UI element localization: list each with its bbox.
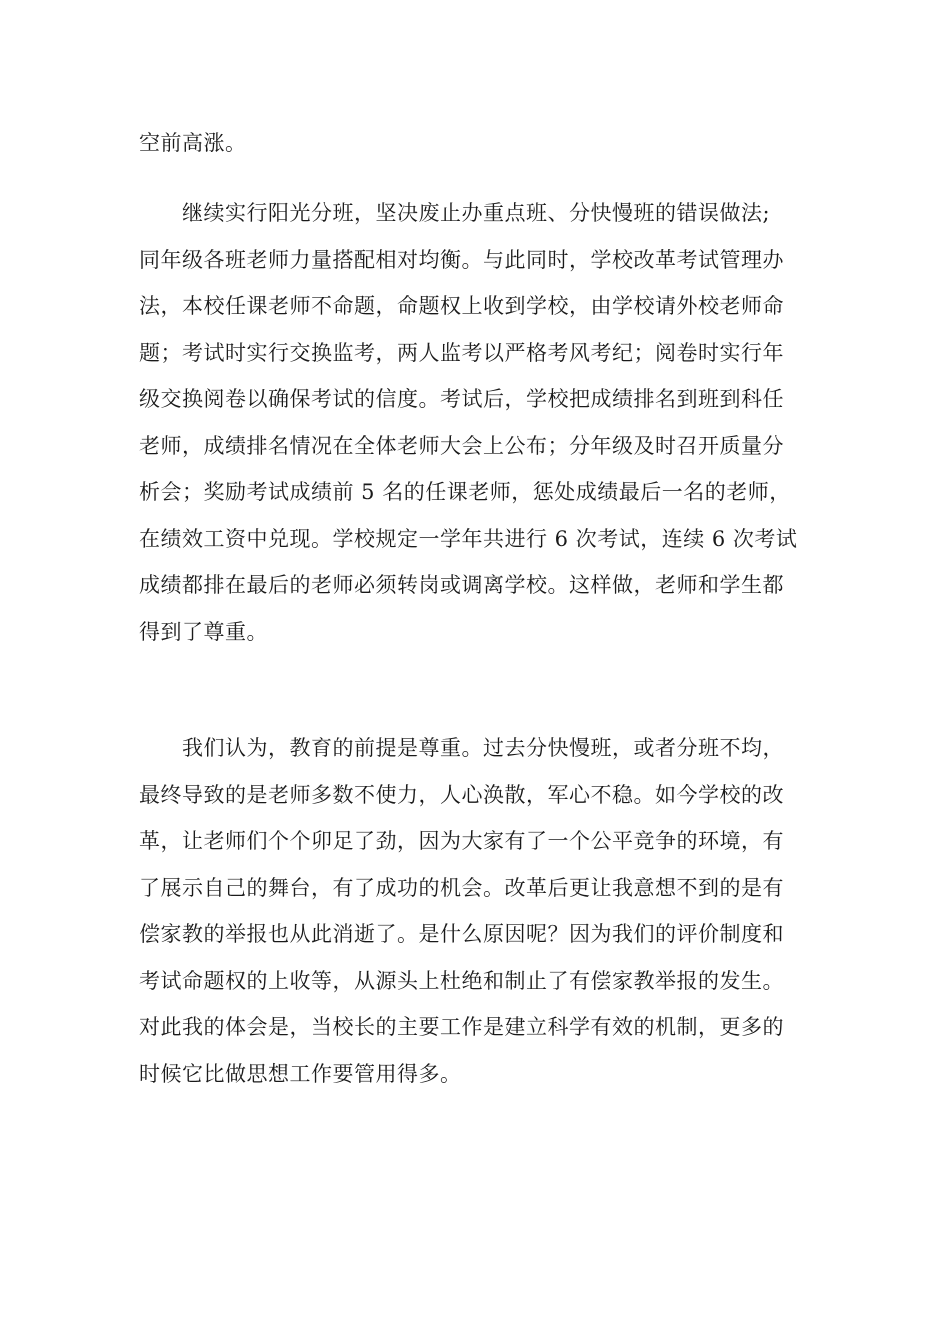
text-line: 空前高涨。 bbox=[139, 131, 247, 155]
text-line: 考试命题权的上收等，从源头上杜绝和制止了有偿家教举报的发生。 bbox=[139, 968, 784, 993]
text-line: 老师，成绩排名情况在全体老师大会上公布；分年级及时召开质量分 bbox=[139, 433, 784, 458]
text-line: 题；考试时实行交换监考，两人监考以严格考风考纪；阅卷时实行年 bbox=[139, 340, 784, 365]
text-line: 时候它比做思想工作要管用得多。 bbox=[139, 1061, 462, 1086]
text-line: 继续实行阳光分班，坚决废止办重点班、分快慢班的错误做法; bbox=[182, 201, 771, 225]
text-line: 我们认为，教育的前提是尊重。过去分快慢班，或者分班不均， bbox=[182, 736, 784, 760]
text-line: 级交换阅卷以确保考试的信度。考试后，学校把成绩排名到班到科任 bbox=[139, 387, 784, 411]
text-line: 得到了尊重。 bbox=[139, 619, 268, 644]
text-line: 了展示自己的舞台，有了成功的机会。改革后更让我意想不到的是有 bbox=[139, 875, 784, 900]
text-line: 析会；奖励考试成绩前 5 名的任课老师，惩处成绩最后一名的老师， bbox=[139, 480, 791, 504]
text-line: 法，本校任课老师不命题，命题权上收到学校，由学校请外校老师命 bbox=[139, 294, 784, 318]
paragraph-1 bbox=[139, 190, 829, 655]
text-line: 对此我的体会是，当校长的主要工作是建立科学有效的机制，更多的 bbox=[139, 1015, 784, 1039]
text-line: 成绩都排在最后的老师必须转岗或调离学校。这样做，老师和学生都 bbox=[139, 573, 784, 597]
paragraph-2 bbox=[139, 725, 829, 1097]
text-line: 革，让老师们个个卯足了劲，因为大家有了一个公平竞争的环境，有 bbox=[139, 829, 784, 853]
paragraph-0 bbox=[139, 120, 829, 167]
text-line: 偿家教的举报也从此消逝了。是什么原因呢？因为我们的评价制度和 bbox=[139, 922, 784, 946]
text-line: 最终导致的是老师多数不使力，人心涣散，军心不稳。如今学校的改 bbox=[139, 782, 784, 807]
text-line: 在绩效工资中兑现。学校规定一学年共进行 6 次考试，连续 6 次考试 bbox=[139, 526, 798, 551]
text-line: 同年级各班老师力量搭配相对均衡。与此同时，学校改革考试管理办 bbox=[139, 247, 784, 272]
